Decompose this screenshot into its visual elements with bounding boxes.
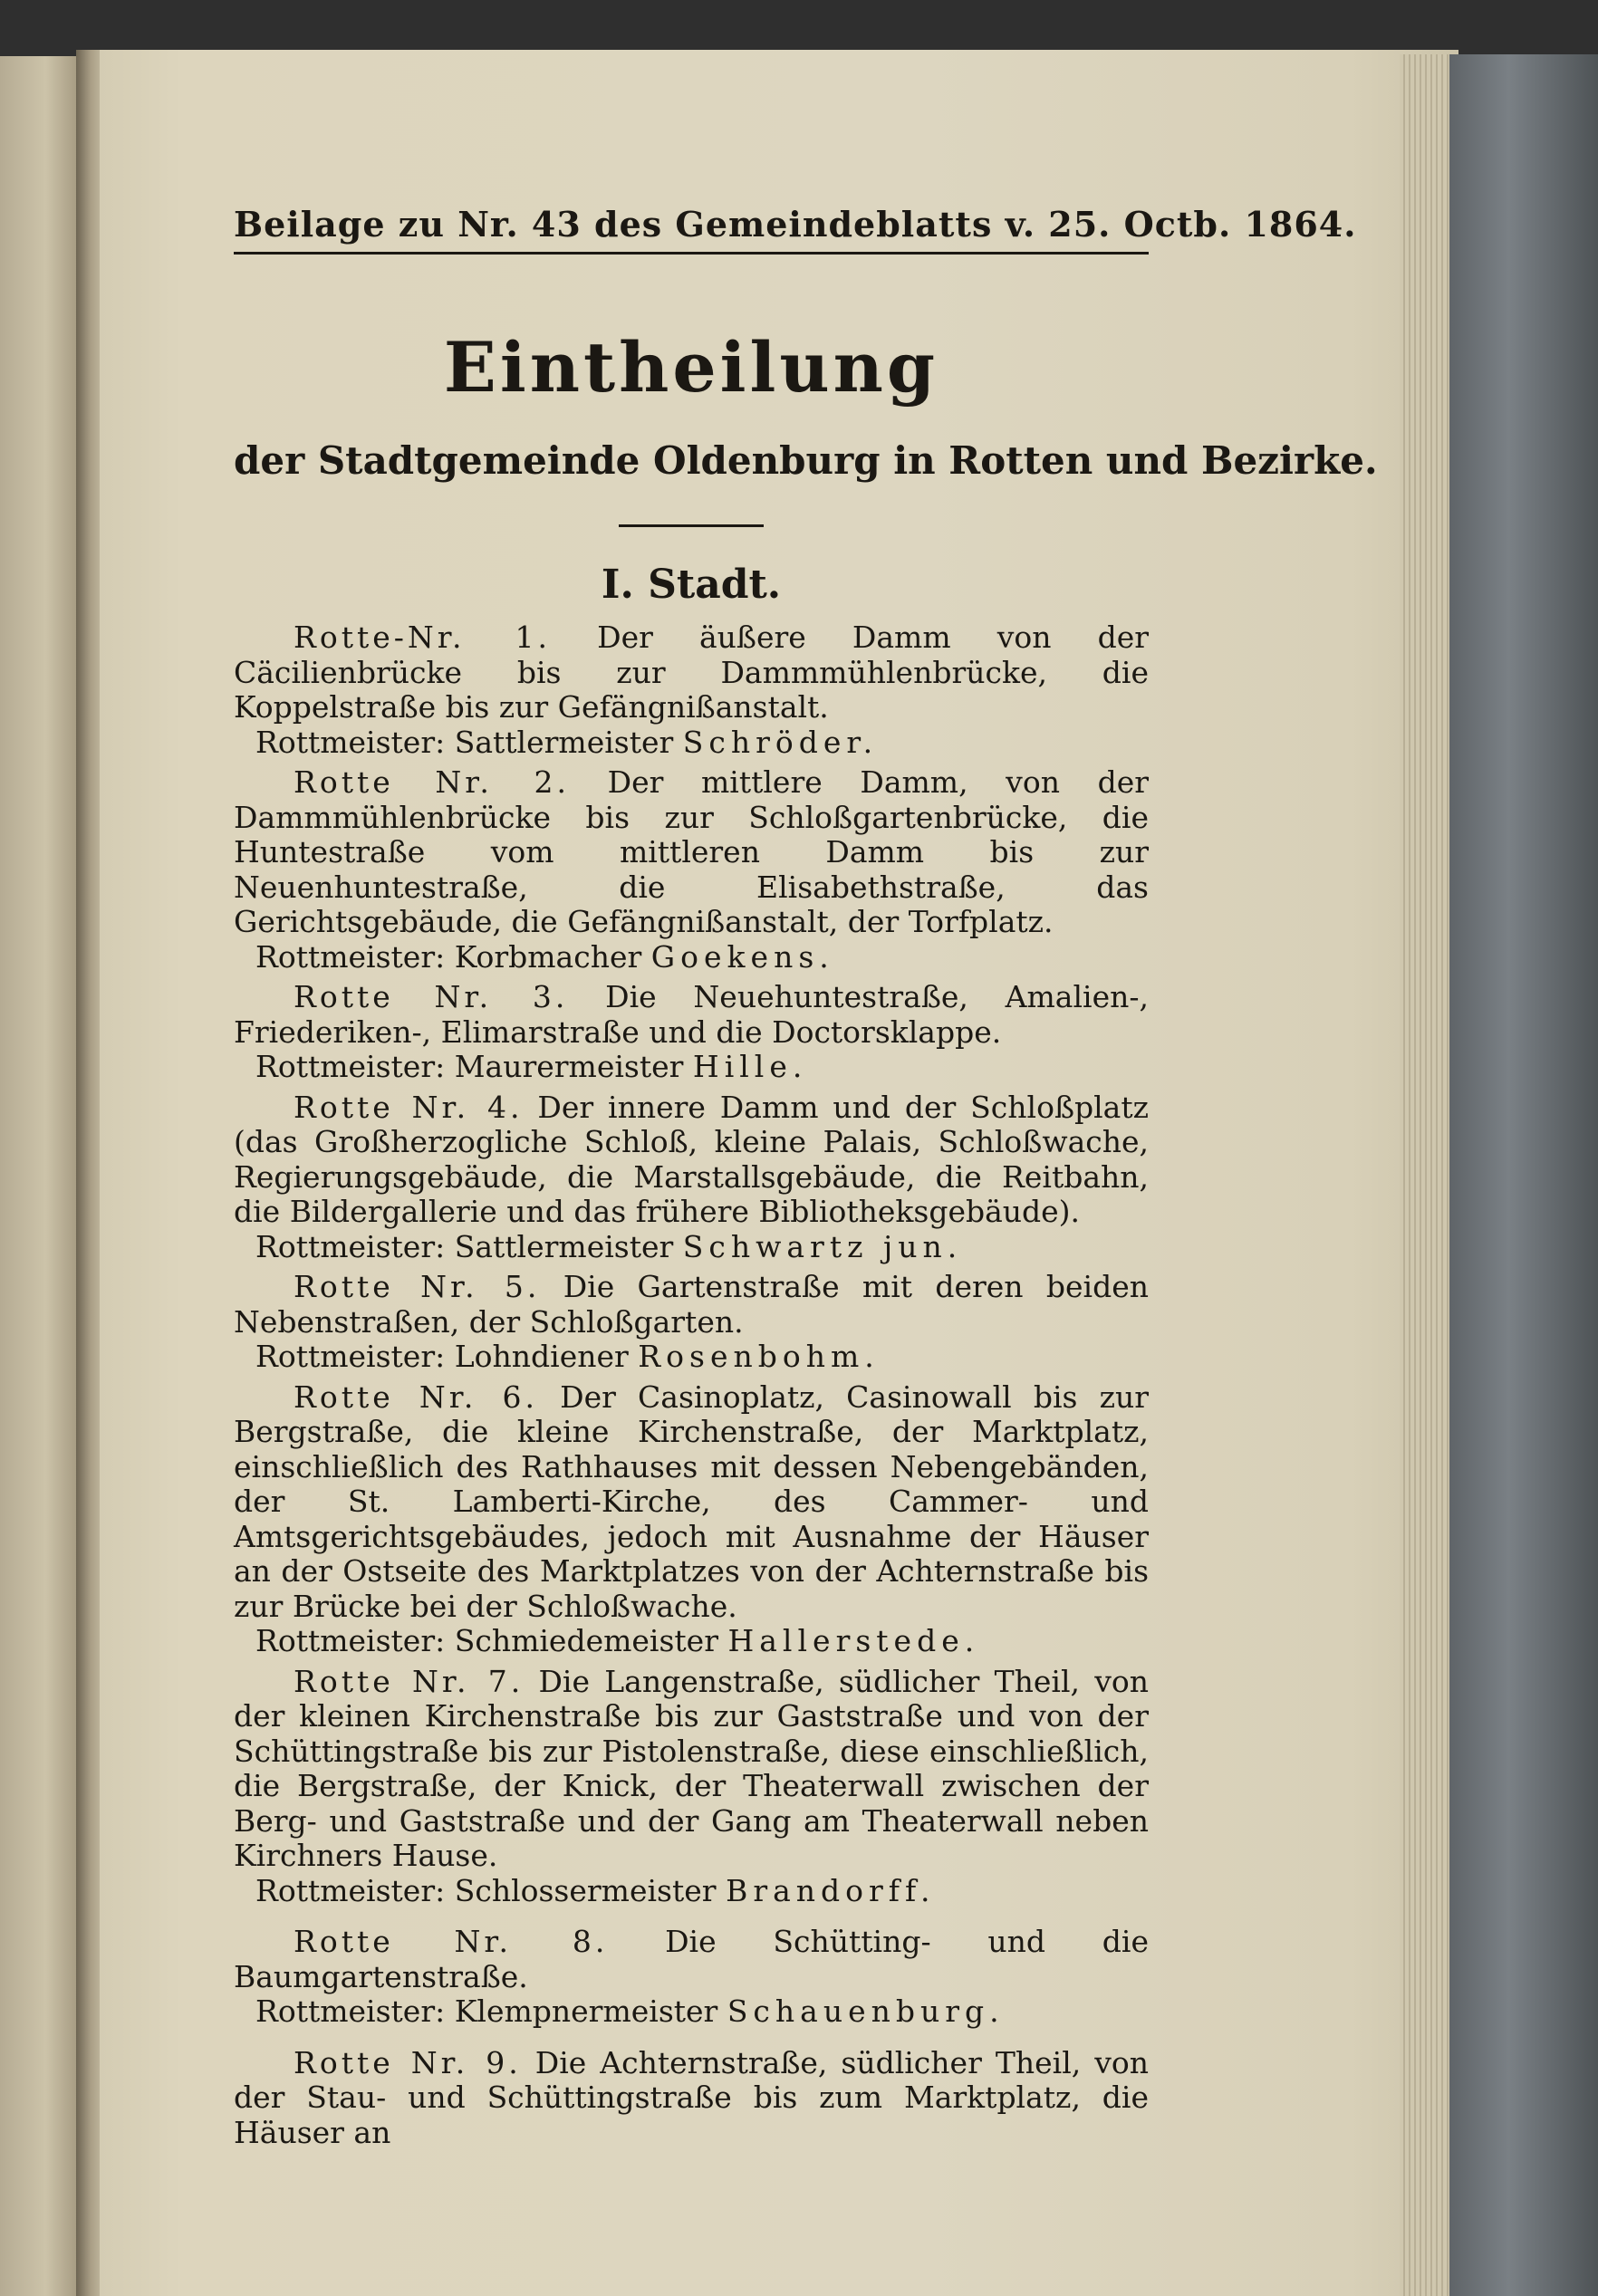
rotte-entry bbox=[234, 1925, 1149, 2030]
master-trade: Klempnermeister bbox=[454, 1993, 718, 2029]
master-trade: Sattlermeister bbox=[454, 1228, 674, 1264]
entry-description: Die Langenstraße, südlicher Theil, von der kleinen Kirchenstraße bis zur Gaststraße und von der Schüttingstraße bis zur Pistolenstraße, diese einschließlich, die Bergstraße, der Knick, der Theaterwall zwischen der Berg- und Gaststraße und der Gang am Theaterwall neben Kirchners Hause. bbox=[234, 1663, 1149, 1873]
entry-text bbox=[234, 2046, 1149, 2151]
entry-label: Rotte Nr. 2. bbox=[294, 764, 570, 800]
entry-text bbox=[234, 620, 1149, 725]
entry-label: Rotte Nr. 7. bbox=[294, 1663, 525, 1699]
page-title: Eintheilung bbox=[443, 327, 939, 408]
master-trade: Lohndiener bbox=[454, 1339, 629, 1374]
rottmeister-line bbox=[234, 725, 1149, 761]
master-label: Rottmeister: bbox=[255, 1872, 446, 1908]
rotte-entry bbox=[234, 1090, 1149, 1265]
entry-description: Der mittlere Damm, von der Dammmühlenbrücke bis zur Schloßgartenbrücke, die Huntestraße vom mittleren Damm bis zur Neuenhuntestraße, die Elisabethstraße, das Gerichtsgebäude, die Gefängnißanstalt, der Torfplatz. bbox=[234, 764, 1149, 939]
master-name: Schröder. bbox=[682, 724, 879, 760]
entry-label: Rotte Nr. 6. bbox=[294, 1379, 539, 1415]
master-label: Rottmeister: bbox=[255, 1623, 446, 1658]
master-name: Schwartz jun. bbox=[682, 1228, 963, 1264]
master-label: Rottmeister: bbox=[255, 1228, 446, 1264]
entry-text bbox=[234, 765, 1149, 940]
entry-description: Der innere Damm und der Schloßplatz (das Großherzogliche Schloß, kleine Palais, Schloßwache, Regierungsgebäude, die Marstallsgebäude, die Reitbahn, die Bildergallerie und das frühere Bibliotheksgebäude). bbox=[234, 1089, 1149, 1229]
page-content bbox=[234, 204, 1378, 2150]
rotte-entry bbox=[234, 765, 1149, 975]
master-trade: Schlossermeister bbox=[454, 1872, 717, 1908]
rottmeister-line bbox=[234, 1230, 1149, 1265]
page-subtitle: der Stadtgemeinde Oldenburg in Rotten und Bezirke. bbox=[234, 438, 1378, 483]
section-heading: I. Stadt. bbox=[601, 562, 782, 608]
entry-label: Rotte Nr. 3. bbox=[294, 979, 569, 1014]
master-name: Hille. bbox=[692, 1049, 808, 1084]
master-label: Rottmeister: bbox=[255, 938, 446, 975]
master-name: Rosenbohm. bbox=[638, 1339, 880, 1374]
entry-text bbox=[234, 1090, 1149, 1230]
master-name: Hallerstede. bbox=[727, 1623, 980, 1658]
master-label: Rottmeister: bbox=[255, 1339, 446, 1374]
master-name: Schauenburg. bbox=[727, 1993, 1005, 2029]
entry-description: Der äußere Damm von der Cäcilienbrücke bis zur Dammmühlenbrücke, die Koppelstraße bis zur Gefängnißanstalt. bbox=[234, 620, 1149, 725]
book-cover bbox=[1449, 54, 1598, 2296]
rottmeister-line bbox=[234, 1624, 1149, 1659]
entry-description: Die Achternstraße, südlicher Theil, von der Stau- und Schüttingstraße bis zum Marktplatz, die Häuser an bbox=[234, 2044, 1149, 2150]
entry-text bbox=[234, 1380, 1149, 1625]
rottmeister-line bbox=[234, 1874, 1149, 1909]
master-label: Rottmeister: bbox=[255, 1049, 446, 1084]
master-trade: Korbmacher bbox=[454, 938, 642, 975]
entry-text bbox=[234, 980, 1149, 1050]
entry-label: Rotte Nr. 5. bbox=[294, 1269, 541, 1304]
entry-description: Der Casinoplatz, Casinowall bis zur Bergstraße, die kleine Kirchenstraße, der Marktplatz, einschließlich des Rathhauses mit dessen Nebengebänden, der St. Lamberti-Kirche, des Cammer- und Amtsgerichtsgebäudes, jedoch mit Ausnahme der Häuser an der Ostseite des Marktplatzes von der Achternstraße bis zur Brücke bei der Schloßwache. bbox=[234, 1379, 1149, 1624]
master-label: Rottmeister: bbox=[255, 1993, 446, 2029]
entry-label: Rotte Nr. 8. bbox=[294, 1924, 609, 1959]
rotte-entry bbox=[234, 1665, 1149, 1909]
master-label: Rottmeister: bbox=[255, 724, 446, 760]
entry-label: Rotte-Nr. 1. bbox=[294, 620, 552, 655]
entry-description: Die Gartenstraße mit deren beiden Nebenstraßen, der Schloßgarten. bbox=[234, 1269, 1149, 1340]
master-trade: Sattlermeister bbox=[454, 724, 674, 760]
left-page-edge bbox=[0, 56, 76, 2296]
rotte-entry bbox=[234, 2046, 1149, 2151]
entry-text bbox=[234, 1925, 1149, 1994]
master-trade: Maurermeister bbox=[454, 1049, 684, 1084]
master-trade: Schmiedemeister bbox=[454, 1623, 718, 1658]
rottmeister-line bbox=[234, 1050, 1149, 1085]
entry-text bbox=[234, 1665, 1149, 1874]
entry-description: Die Neuehuntestraße, Amalien-, Friederiken-, Elimarstraße und die Doctorsklappe. bbox=[234, 979, 1149, 1050]
rottmeister-line bbox=[234, 1340, 1149, 1375]
master-name: Brandorff. bbox=[726, 1872, 936, 1908]
rotte-entry bbox=[234, 980, 1149, 1085]
rotte-entry bbox=[234, 1270, 1149, 1375]
divider bbox=[619, 524, 764, 527]
rotte-entry bbox=[234, 1380, 1149, 1659]
entry-description: Die Schütting- und die Baumgartenstraße. bbox=[234, 1924, 1149, 1994]
supplement-header: Beilage zu Nr. 43 des Gemeindeblatts v. 25. Octb. 1864. bbox=[234, 204, 1149, 255]
entry-label: Rotte Nr. 4. bbox=[294, 1089, 524, 1125]
entry-text bbox=[234, 1270, 1149, 1340]
rottmeister-line bbox=[234, 940, 1149, 975]
rottmeister-line bbox=[234, 1994, 1149, 2030]
rotte-entry bbox=[234, 620, 1149, 760]
master-name: Goekens. bbox=[650, 938, 834, 975]
entry-label: Rotte Nr. 9. bbox=[294, 2044, 522, 2080]
